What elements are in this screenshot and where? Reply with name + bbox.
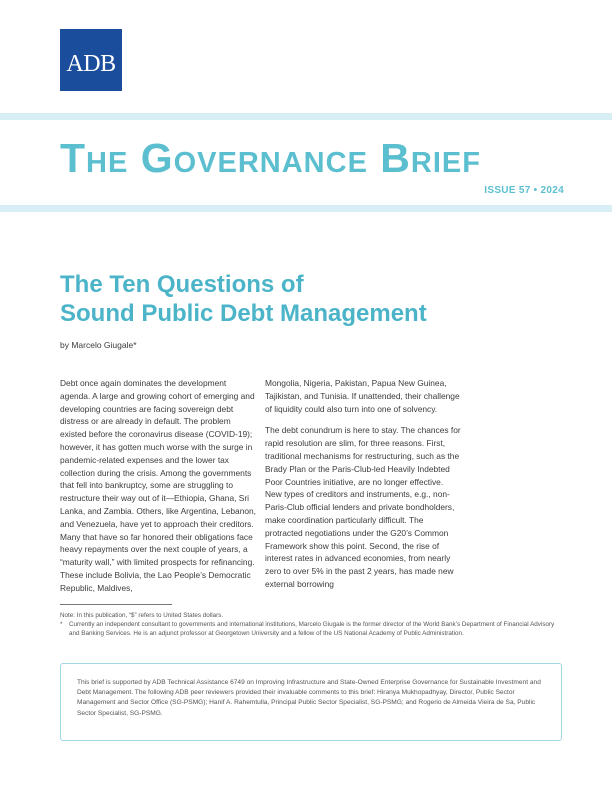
paragraph: Mongolia, Nigeria, Pakistan, Papua New Guinea, Tajikistan, and Tunisia. If unattended, their challenge of liquidity could also turn into one of solvency. bbox=[265, 378, 460, 414]
article-title bbox=[60, 270, 560, 328]
issue-label: ISSUE 57 • 2024 bbox=[484, 185, 564, 196]
paragraph: Debt once again dominates the development agenda. A large and growing cohort of emerging and developing countries are facing sovereign debt distress or are already in default. The problem existed before the coronavirus disease (COVID-19); however, it has gotten much worse with the surge in pandemic-related expenses and the lower tax collection during the crisis. Among the governments that fell into bankruptcy, some are struggling to restructure their way out of it—Ethiopia, Ghana, Sri Lanka, and Zambia. Others, like Argentina, Lebanon, and Venezuela, have yet to approach their creditors. Many that have so far honored their obligations face heavy repayments over the next couple of years, a “maturity wall,” with limited prospects for refinancing. These include Bolivia, the Lao People’s Democratic Republic, Maldives, bbox=[60, 378, 257, 593]
footnotes bbox=[60, 611, 560, 639]
support-info-box bbox=[60, 663, 562, 741]
article-title-line-1: The Ten Questions of bbox=[60, 271, 304, 298]
support-text: This brief is supported by ADB Technical Assistance 6749 on Improving Infrastructure and State-Owned Enterprise Governance for Sustainable Investment and Debt Management. The following ADB peer reviewers provided their invaluable comments to this brief: Hiranya Mukhopadhyay, Director, Public Sector Management and Sector Office (SG-PSMG); Hanif A. Rahemtulla, Principal Public Sector Specialist, SG-PSMG; and Rogerio de Almeida Vieira de Sa, Public Sector Specialist, SG-PSMG. bbox=[77, 679, 541, 717]
footnote-marker: * bbox=[60, 621, 63, 629]
footnote-divider bbox=[60, 604, 172, 605]
adb-logo: ADB bbox=[60, 29, 122, 91]
article-title-line-2: Sound Public Debt Management bbox=[60, 300, 427, 327]
byline: by Marcelo Giugale* bbox=[60, 340, 137, 350]
body-column-right bbox=[265, 377, 461, 600]
currency-note: Note: In this publication, “$” refers to United States dollars. bbox=[60, 612, 224, 619]
paragraph: The debt conundrum is here to stay. The chances for rapid resolution are slim, for three reasons. First, traditional mechanisms for restructuring, such as the Brady Plan or the Paris-Club-led Heavily Indebted Poor Countries initiative, are no longer effective. New types of creditors and instruments, e.g., non-Paris-Club official lenders and private bondholders, make coordination particularly difficult. The protracted negotiations under the G20’s Common Framework show this point. Second, the rise of interest rates in advanced economies, from nearly zero to over 5% in the past 2 years, has made new external borrowing bbox=[265, 425, 461, 589]
body-column-left bbox=[60, 377, 256, 604]
author-footnote bbox=[60, 620, 560, 638]
footnote-text: Currently an independent consultant to governments and international institutions, Marcelo Giugale is the former director of the World Bank’s Department of Financial Advisory and Banking Services. He is an adjunct professor at Georgetown University and a fellow of the US National Academy of Public Administration. bbox=[69, 621, 555, 638]
publication-title: The Governance Brief bbox=[60, 135, 481, 181]
